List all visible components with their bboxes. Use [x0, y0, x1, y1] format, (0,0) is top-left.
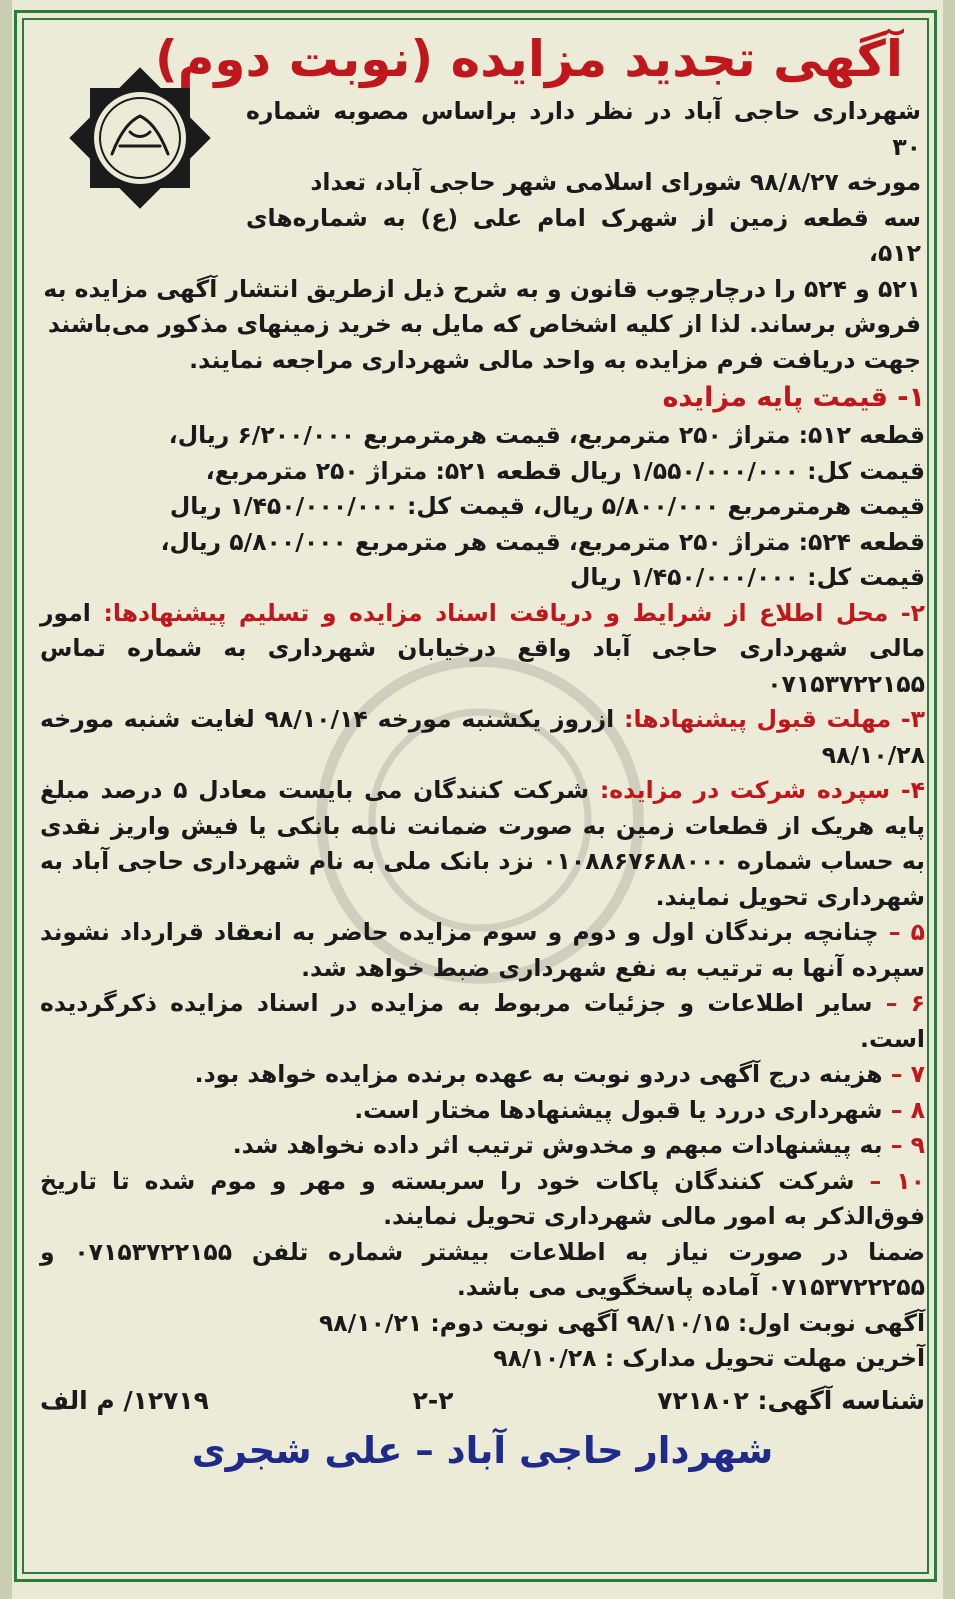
list-item: [40, 1057, 925, 1093]
section-location: [40, 596, 925, 703]
item-text: سایر اطلاعات و جزئیات مربوط به مزایده در اسناد مزایده ذکرگردیده است.: [40, 989, 925, 1053]
item-number: ۶ –: [885, 989, 925, 1017]
item-text: به پیشنهادات مبهم و مخدوش ترتیب اثر داده نخواهد شد.: [232, 1131, 883, 1159]
base-price-heading: ۱- قیمت پایه مزایده: [662, 382, 925, 413]
dates-line: آخرین مهلت تحویل مدارک : ۹۸/۱۰/۲۸: [493, 1344, 925, 1372]
price-line: قیمت کل: ۱/۴۵۰/۰۰۰/۰۰۰ ریال: [570, 563, 925, 591]
list-item: [40, 986, 925, 1057]
price-line: قطعه ۵۲۴: متراژ ۲۵۰ مترمربع، قیمت هر مترمربع ۵/۸۰۰/۰۰۰ ریال،: [160, 527, 925, 556]
section-deadline: [40, 702, 925, 773]
intro-line: ۵۲۱ و ۵۲۴ را درچارچوب قانون و به شرح ذیل ازطریق انتشار آگهی مزایده به: [43, 274, 921, 303]
item-text: هزینه درج آگهی دردو نوبت به عهده برنده مزایده خواهد بود.: [194, 1060, 883, 1088]
item-number: ۸ –: [890, 1095, 925, 1124]
price-line: قطعه ۵۱۲: متراژ ۲۵۰ مترمربع، قیمت هرمترمربع ۶/۲۰۰/۰۰۰ ریال،: [168, 421, 925, 449]
intro-line: جهت دریافت فرم مزایده به واحد مالی شهرداری مراجعه نمایند.: [189, 345, 921, 374]
price-line: قیمت کل: ۱/۵۵۰/۰۰۰/۰۰۰ ریال قطعه ۵۲۱: متراژ ۲۵۰ مترمربع،: [205, 456, 925, 485]
item-number: ۱۰ –: [869, 1166, 925, 1195]
list-item: [40, 915, 925, 986]
right-margin-strip: [943, 0, 955, 1599]
intro-line: سه قطعه زمین از شهرک امام علی (ع) به شماره‌های ۵۱۲،: [246, 203, 921, 267]
left-margin-strip: [0, 0, 12, 1599]
section-heading: ۴- سپرده شرکت در مزایده:: [599, 776, 925, 804]
publication-dates: [40, 1306, 925, 1377]
dates-line: آگهی نوبت اول: ۹۸/۱۰/۱۵ آگهی نوبت دوم: ۹۸/۱۰/۲۱: [318, 1308, 925, 1337]
ad-body: [40, 24, 925, 1479]
section-deposit: [40, 773, 925, 915]
item-text: شهرداری دررد یا قبول پیشنهادها مختار است.: [354, 1095, 883, 1124]
item-number: ۷ –: [890, 1060, 925, 1088]
item-text: شرکت کنندگان پاکات خود را سربسته و مهر و موم شده تا تاریخ فوق‌الذکر به امور مالی شهرداری تحویل نمایند.: [40, 1166, 925, 1230]
intro-paragraph: [40, 94, 921, 378]
base-price-details: [40, 418, 925, 596]
contact-note: ضمنا در صورت نیاز به اطلاعات بیشتر شماره تلفن ۰۷۱۵۳۷۲۲۱۵۵ و ۰۷۱۵۳۷۲۲۲۵۵ آماده پاسخگویی می باشد.: [40, 1237, 925, 1301]
section-text: امور مالی شهرداری حاجی آباد واقع درخیابان شهرداری به شماره تماس ۰۷۱۵۳۷۲۲۱۵۵: [40, 598, 925, 698]
item-number: ۹ –: [890, 1131, 925, 1159]
issue-number: ۲-۲: [412, 1385, 454, 1415]
intro-line: مورخه ۹۸/۸/۲۷ شورای اسلامی شهر حاجی آباد، تعداد: [310, 168, 921, 196]
intro-line: شهرداری حاجی آباد در نظر دارد براساس مصوبه شماره ۳۰: [246, 97, 921, 161]
ad-footer: [40, 1381, 925, 1421]
reference-code: ۱۲۷۱۹/ م الف: [40, 1385, 209, 1415]
list-item: [40, 1164, 925, 1235]
item-number: ۵ –: [888, 918, 926, 946]
ad-id: شناسه آگهی: ۷۲۱۸۰۲: [657, 1385, 925, 1415]
list-item: [40, 1093, 925, 1129]
section-heading: ۲- محل اطلاع از شرایط و دریافت اسناد مزایده و تسلیم پیشنهادها:: [103, 598, 925, 627]
ad-title: آگهی تجدید مزایده (نوبت دوم): [154, 30, 903, 88]
list-item: [40, 1128, 925, 1164]
section-text: شرکت کنندگان می بایست معادل ۵ درصد مبلغ پایه هریک از قطعات زمین به صورت ضمانت نامه بانکی یا فیش واریز نقدی به حساب شماره ۰۱۰۸۸۶۷۶۸۸۰۰۰ نزد بانک ملی به نام شهرداری حاجی آباد به شهرداری تحویل نمایند.: [40, 776, 925, 911]
mayor-signature: شهردار حاجی آباد – علی شجری: [191, 1428, 774, 1472]
section-text: ازروز یکشنبه مورخه ۹۸/۱۰/۱۴ لغایت شنبه مورخه ۹۸/۱۰/۲۸: [40, 705, 925, 769]
section-heading: ۳- مهلت قبول پیشنهادها:: [624, 705, 925, 733]
intro-line: فروش برساند. لذا از کلیه اشخاص که مایل به خرید زمینهای مذکور می‌باشند: [47, 310, 921, 338]
conditions-list: [40, 915, 925, 1235]
item-text: چنانچه برندگان اول و دوم و سوم مزایده حاضر به انعقاد قرارداد نشوند سپرده آنها به ترتیب به نفع شهرداری ضبط خواهد شد.: [40, 918, 925, 982]
price-line: قیمت هرمترمربع ۵/۸۰۰/۰۰۰ ریال، قیمت کل: ۱/۴۵۰/۰۰۰/۰۰۰ ریال: [169, 492, 925, 520]
